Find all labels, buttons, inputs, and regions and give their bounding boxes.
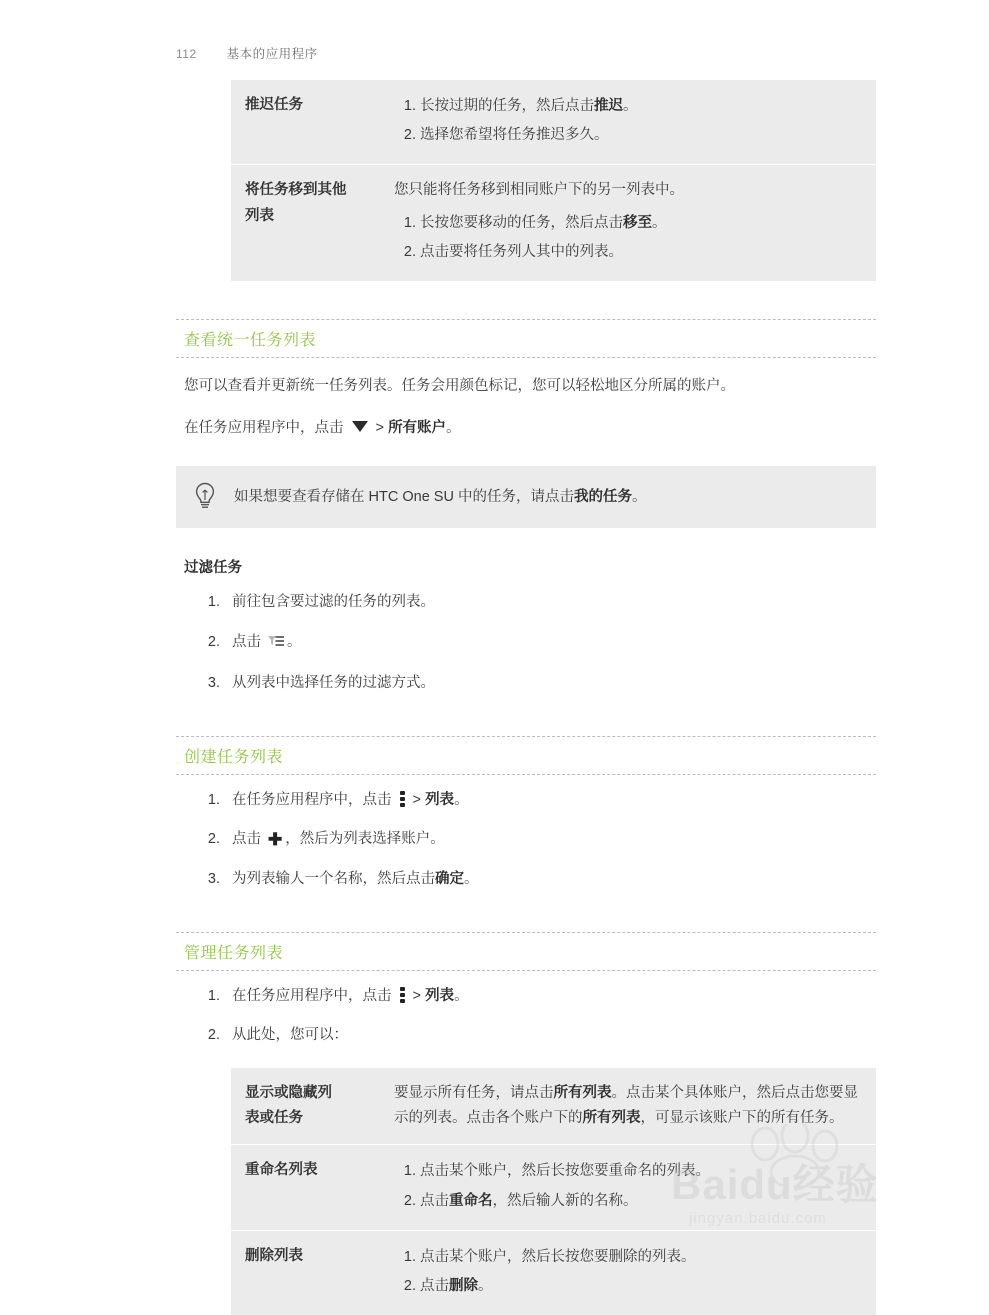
row-body bbox=[382, 1068, 876, 1145]
manage-steps bbox=[176, 983, 876, 1050]
table-row bbox=[231, 1145, 876, 1230]
list-item: 1. 长按过期的任务，然后点击推迟。 bbox=[420, 93, 860, 119]
chevron-down-icon bbox=[352, 421, 368, 432]
row-label: 删除列表 bbox=[231, 1230, 382, 1315]
list-item: 2. 选择您希望将任务推迟多久。 bbox=[420, 122, 860, 148]
row-steps bbox=[394, 1158, 860, 1213]
manage-lists-table bbox=[231, 1068, 876, 1315]
row-body bbox=[382, 80, 876, 165]
list-item: 3. 为列表输人一个名称，然后点击确定。 bbox=[224, 866, 876, 894]
section-create-task-list bbox=[176, 736, 876, 894]
filter-steps bbox=[176, 589, 876, 698]
row-steps bbox=[394, 1244, 860, 1299]
watermark-brand: Baidu经验 bbox=[671, 1161, 879, 1208]
tip-box bbox=[176, 466, 876, 528]
row-label: 显示或隐藏列 表或任务 bbox=[245, 1084, 332, 1127]
row-label: 重命名列表 bbox=[231, 1145, 382, 1230]
row-body bbox=[382, 165, 876, 281]
page-content bbox=[176, 80, 876, 1315]
list-item: 1. 点击某个账户，然后长按您要删除的列表。 bbox=[420, 1244, 860, 1270]
row-body bbox=[382, 1145, 876, 1230]
row-label: 将任务移到其他 列表 bbox=[231, 165, 382, 281]
row-steps bbox=[394, 93, 860, 148]
subsection-heading: 过滤任务 bbox=[184, 560, 242, 577]
list-item: 2. 点击要将任务列人其中的列表。 bbox=[420, 239, 860, 265]
row-steps bbox=[394, 210, 860, 265]
row-label: 推迟任务 bbox=[245, 97, 303, 113]
section-heading: 查看统一任务列表 bbox=[176, 319, 876, 358]
row-lead: 要显示所有任务，请点击所有列表。点击某个具体账户，然后点击您要显示的列表。点击各个账户下的所有列表，可显示该账户下的所有任务。 bbox=[394, 1084, 858, 1127]
row-body bbox=[382, 1230, 876, 1315]
running-header bbox=[176, 44, 318, 62]
section-paragraph-with-icons: 在任务应用程序中，点击 > 所有账户。 bbox=[184, 420, 461, 437]
section-heading: 创建任务列表 bbox=[176, 736, 876, 775]
row-lead: 您只能将任务移到相同账户下的另一列表中。 bbox=[394, 182, 684, 199]
create-steps bbox=[176, 787, 876, 894]
list-item: 1. 前往包含要过滤的任务的列表。 bbox=[224, 589, 876, 617]
watermark-url: jingyan.baidu.com bbox=[689, 1210, 827, 1227]
chapter-title: 基本的应用程序 bbox=[226, 47, 318, 61]
list-item: 2. 从此处，您可以： bbox=[224, 1022, 876, 1050]
table-row bbox=[231, 165, 876, 281]
filter-icon bbox=[267, 631, 285, 659]
list-item: 2. 点击删除。 bbox=[420, 1273, 860, 1299]
list-item: 1. 在任务应用程序中，点击 > 列表。 bbox=[224, 787, 876, 815]
section-paragraph: 您可以查看并更新统一任务列表。任务会用颜色标记，您可以轻松地区分所属的账户。 bbox=[184, 377, 735, 394]
section-heading: 管理任务列表 bbox=[176, 932, 876, 971]
list-item: 2. 点击 。 bbox=[224, 629, 876, 659]
list-item: 1. 在任务应用程序中，点击 > 列表。 bbox=[224, 983, 876, 1011]
lightbulb-icon bbox=[176, 482, 234, 512]
plus-icon: ✚ bbox=[268, 830, 283, 850]
table-row bbox=[231, 1068, 876, 1145]
list-item: 1. 长按您要移动的任务，然后点击移至。 bbox=[420, 210, 860, 236]
list-item: 2. 点击 ✚ ，然后为列表选择账户。 bbox=[224, 826, 876, 854]
tasks-actions-table bbox=[231, 80, 876, 281]
list-item: 1. 点击某个账户，然后长按您要重命名的列表。 bbox=[420, 1158, 860, 1184]
table-row bbox=[231, 1230, 876, 1315]
overflow-menu-icon bbox=[400, 987, 405, 1003]
list-item: 2. 点击重命名，然后输人新的名称。 bbox=[420, 1188, 860, 1214]
list-item: 3. 从列表中选择任务的过滤方式。 bbox=[224, 670, 876, 698]
tip-text: 如果想要查看存储在 HTC One SU 中的任务，请点击我的任务。 bbox=[234, 488, 647, 505]
section-unified-task-list bbox=[176, 319, 876, 443]
table-row bbox=[231, 80, 876, 165]
page-number: 112 bbox=[176, 47, 197, 61]
section-filter-tasks bbox=[176, 556, 876, 698]
section-manage-task-list bbox=[176, 932, 876, 1050]
overflow-menu-icon bbox=[400, 791, 405, 807]
